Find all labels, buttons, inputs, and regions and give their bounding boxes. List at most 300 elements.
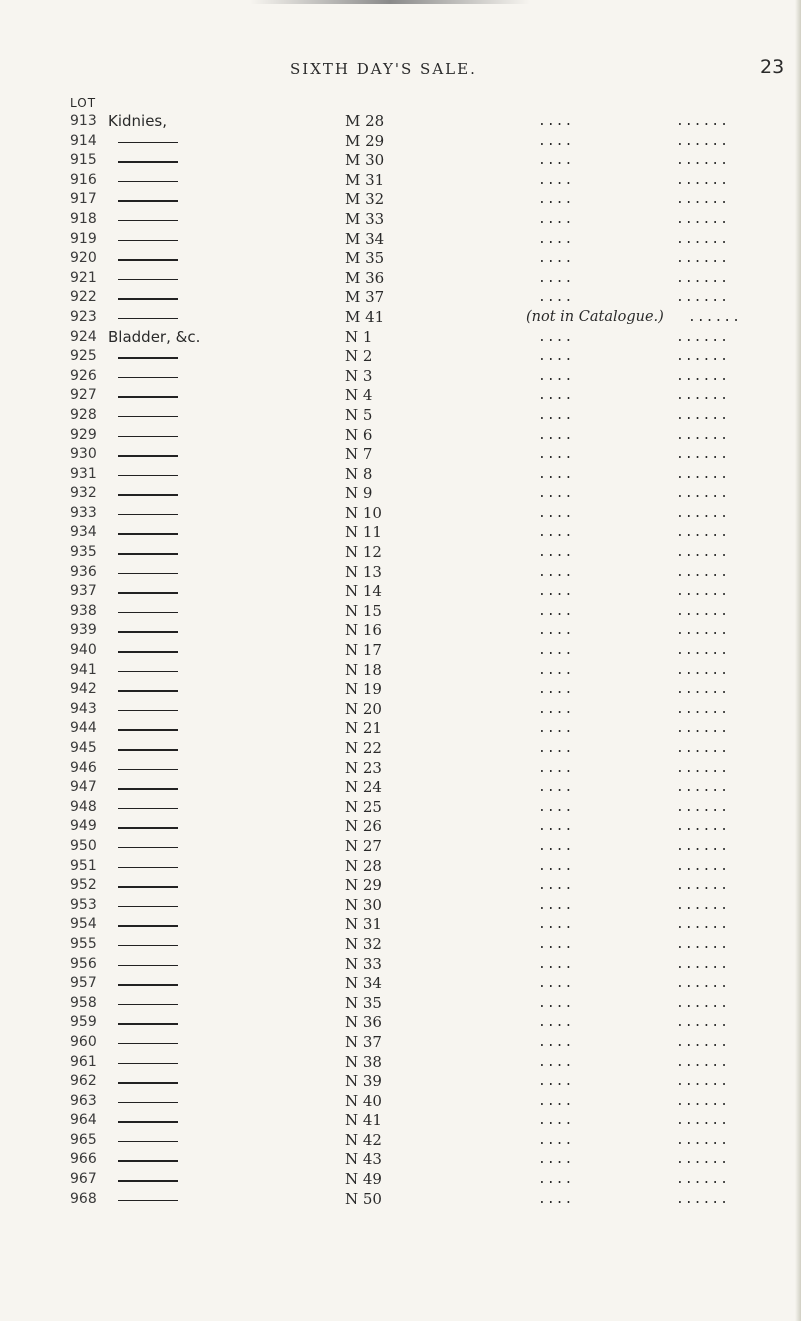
leader-dots-short: .... [538, 623, 574, 639]
leader-dots-long: ...... [676, 1034, 729, 1050]
lot-row [0, 700, 801, 720]
ditto-dash [118, 671, 178, 673]
specimen-code: N 25 [345, 797, 382, 816]
specimen-code: N 29 [345, 876, 382, 895]
specimen-code: N 37 [345, 1032, 382, 1051]
leader-dots-long: ...... [676, 447, 729, 463]
lot-number: 937 [70, 583, 97, 600]
leader-dots-short: .... [538, 741, 574, 756]
lot-number: 934 [70, 524, 97, 541]
ditto-dash [118, 592, 178, 594]
ditto-dash [118, 220, 178, 222]
leader-dots-short: .... [538, 231, 574, 247]
ditto-dash [118, 416, 178, 418]
page-edge [795, 0, 801, 1321]
ditto-dash [118, 1160, 178, 1162]
leader-dots-long: ...... [676, 917, 729, 933]
leader-dots-short: .... [538, 486, 574, 502]
lot-row [0, 641, 801, 661]
lot-number: 966 [70, 1151, 97, 1168]
leader-dots-long: ...... [676, 976, 729, 992]
lot-row [0, 719, 801, 739]
specimen-code: N 26 [345, 817, 382, 836]
lot-number: 951 [70, 857, 97, 874]
page-header-title: SIXTH DAY'S SALE. [290, 60, 477, 78]
lot-number: 955 [70, 935, 97, 952]
lot-number: 929 [70, 426, 97, 443]
lot-number: 963 [70, 1092, 97, 1109]
lot-number: 962 [70, 1073, 97, 1090]
leader-dots-long: ...... [676, 1113, 729, 1129]
ditto-dash [118, 867, 178, 869]
leader-dots-long: ...... [676, 368, 729, 384]
specimen-code: N 16 [345, 621, 382, 640]
ditto-dash [118, 1004, 178, 1006]
lot-number: 923 [70, 308, 97, 325]
leader-dots-short: .... [538, 133, 574, 149]
lot-number: 918 [70, 210, 97, 227]
lot-row [0, 249, 801, 269]
ditto-dash [118, 357, 178, 359]
specimen-code: N 18 [345, 660, 382, 679]
specimen-code: N 31 [345, 915, 382, 934]
ditto-dash [118, 494, 178, 496]
ditto-dash [118, 906, 178, 908]
lot-row [0, 1190, 801, 1210]
lot-row [0, 817, 801, 837]
specimen-code: N 5 [345, 405, 373, 424]
specimen-code: N 32 [345, 934, 382, 953]
leader-dots-long: ...... [676, 466, 729, 482]
leader-dots-long: ...... [676, 211, 729, 227]
specimen-code: M 32 [345, 190, 385, 209]
specimen-code: N 2 [345, 347, 373, 366]
lot-row [0, 230, 801, 250]
specimen-code: N 21 [345, 719, 382, 738]
specimen-code: N 34 [345, 974, 382, 993]
leader-dots-long: ...... [676, 799, 729, 815]
lot-row [0, 896, 801, 916]
lot-number: 946 [70, 759, 97, 776]
lot-number: 919 [70, 230, 97, 247]
lot-row [0, 132, 801, 152]
leader-dots-long: ...... [676, 270, 729, 286]
leader-dots-short: .... [538, 1054, 574, 1070]
specimen-code: N 42 [345, 1130, 382, 1149]
leader-dots-short: .... [538, 525, 574, 541]
ditto-dash [118, 965, 178, 967]
specimen-code: M 41 [345, 307, 385, 326]
leader-dots-long: ...... [676, 1093, 729, 1109]
leader-dots-short: .... [538, 349, 574, 365]
leader-dots-long: ...... [676, 1054, 729, 1070]
lot-row [0, 602, 801, 622]
leader-dots-short: .... [538, 270, 574, 286]
lot-number: 921 [70, 269, 97, 286]
lot-row [0, 798, 801, 818]
specimen-code: N 35 [345, 993, 382, 1012]
leader-dots-short: .... [538, 564, 574, 580]
leader-dots-short: .... [538, 1132, 574, 1148]
leader-dots-long: ...... [688, 309, 741, 325]
leader-dots-short: .... [538, 1113, 574, 1129]
specimen-code: M 29 [345, 131, 385, 150]
leader-dots-long: ...... [676, 133, 729, 149]
lot-number: 967 [70, 1171, 97, 1188]
specimen-code: M 37 [345, 288, 385, 307]
leader-dots-long: ...... [676, 1074, 729, 1090]
leader-dots-short: .... [538, 603, 574, 619]
ditto-dash [118, 749, 178, 751]
leader-dots-short: .... [538, 505, 574, 521]
specimen-code: M 28 [345, 112, 385, 130]
lot-row [0, 288, 801, 308]
leader-dots-short: .... [538, 682, 574, 698]
leader-dots-short: .... [538, 290, 574, 306]
lot-column-heading: LOT [70, 96, 97, 110]
leader-dots-short: .... [538, 153, 574, 169]
ditto-dash [118, 240, 178, 242]
ditto-dash [118, 553, 178, 555]
lot-number: 920 [70, 250, 97, 267]
leader-dots-short: .... [538, 466, 574, 482]
lot-number: 933 [70, 504, 97, 521]
ditto-dash [118, 298, 178, 300]
leader-dots-short: .... [538, 1191, 574, 1207]
leader-dots-long: ...... [676, 1152, 729, 1168]
specimen-code: N 23 [345, 758, 382, 777]
ditto-dash [118, 710, 178, 712]
leader-dots-long: ...... [676, 584, 729, 600]
specimen-code: M 33 [345, 209, 385, 228]
leader-dots-short: .... [538, 1093, 574, 1109]
lot-row [0, 955, 801, 975]
leader-dots-short: .... [538, 936, 574, 952]
lot-number: 926 [70, 367, 97, 384]
leader-dots-long: ...... [676, 956, 729, 972]
lot-row [0, 837, 801, 857]
lot-number: 954 [70, 916, 97, 933]
ditto-dash [118, 788, 178, 790]
leader-dots-long: ...... [676, 780, 729, 796]
lot-note: (not in Catalogue.) [526, 308, 664, 325]
lot-number: 930 [70, 446, 97, 463]
leader-dots-long: ...... [676, 525, 729, 541]
leader-dots-short: .... [538, 995, 574, 1011]
leader-dots-short: .... [538, 545, 574, 561]
specimen-code: N 20 [345, 699, 382, 718]
leader-dots-long: ...... [676, 936, 729, 952]
lot-row [0, 1170, 801, 1190]
specimen-code: N 15 [345, 601, 382, 620]
specimen-code: N 14 [345, 582, 382, 601]
leader-dots-long: ...... [676, 545, 729, 561]
specimen-code: N 24 [345, 778, 382, 797]
leader-dots-short: .... [538, 858, 574, 874]
leader-dots-long: ...... [676, 741, 729, 756]
lot-row [0, 1092, 801, 1112]
leader-dots-short: .... [538, 211, 574, 227]
leader-dots-short: .... [538, 192, 574, 208]
lot-row [0, 994, 801, 1014]
ditto-dash [118, 318, 178, 320]
leader-dots-long: ...... [676, 995, 729, 1011]
lot-number: 938 [70, 602, 97, 619]
ditto-dash [118, 279, 178, 281]
leader-dots-long: ...... [676, 1172, 729, 1188]
specimen-code: N 6 [345, 425, 373, 444]
leader-dots-long: ...... [676, 153, 729, 169]
leader-dots-long: ...... [676, 388, 729, 404]
lot-number: 964 [70, 1112, 97, 1129]
leader-dots-short: .... [538, 780, 574, 796]
specimen-code: N 3 [345, 366, 373, 385]
ditto-dash [118, 1023, 178, 1025]
lot-row [0, 1131, 801, 1151]
leader-dots-long: ...... [676, 1015, 729, 1031]
ditto-dash [118, 142, 178, 144]
ditto-dash [118, 847, 178, 849]
lot-row [0, 347, 801, 367]
ditto-dash [118, 1082, 178, 1084]
leader-dots-short: .... [538, 878, 574, 894]
ditto-dash [118, 1043, 178, 1045]
leader-dots-short: .... [538, 897, 574, 913]
ditto-dash [118, 455, 178, 457]
lot-number: 949 [70, 818, 97, 835]
lot-number: 916 [70, 171, 97, 188]
leader-dots-long: ...... [676, 564, 729, 580]
lot-number: 947 [70, 779, 97, 796]
lot-number: 958 [70, 994, 97, 1011]
lot-row [0, 151, 801, 171]
leader-dots-short: .... [538, 643, 574, 659]
specimen-code: N 41 [345, 1111, 382, 1130]
ditto-dash [118, 200, 178, 202]
lot-row [0, 1033, 801, 1053]
specimen-code: N 28 [345, 856, 382, 875]
leader-dots-short: .... [538, 819, 574, 835]
leader-dots-short: .... [538, 1034, 574, 1050]
specimen-code: N 38 [345, 1052, 382, 1071]
lot-number: 913 [70, 113, 97, 129]
lot-number: 968 [70, 1190, 97, 1207]
lot-row [0, 308, 801, 328]
leader-dots-short: .... [538, 584, 574, 600]
leader-dots-short: .... [538, 368, 574, 384]
lot-row [0, 523, 801, 543]
lot-row [0, 190, 801, 210]
lot-number: 943 [70, 700, 97, 717]
leader-dots-long: ...... [676, 192, 729, 208]
ditto-dash [118, 475, 178, 477]
lot-number: 960 [70, 1033, 97, 1050]
ditto-dash [118, 1121, 178, 1123]
lot-number: 914 [70, 132, 97, 149]
leader-dots-short: .... [538, 172, 574, 188]
ditto-dash [118, 436, 178, 438]
lot-description: Kidnies, [108, 112, 168, 130]
leader-dots-long: ...... [676, 251, 729, 267]
leader-dots-short: .... [538, 799, 574, 815]
lot-row [0, 1111, 801, 1131]
lot-row [0, 171, 801, 191]
lot-row [0, 778, 801, 798]
specimen-code: N 19 [345, 680, 382, 699]
lot-row [0, 935, 801, 955]
ditto-dash [118, 729, 178, 731]
lot-row [0, 504, 801, 524]
leader-dots-long: ...... [676, 662, 729, 678]
leader-dots-long: ...... [676, 349, 729, 365]
lot-number: 932 [70, 485, 97, 502]
leader-dots-long: ...... [676, 838, 729, 854]
leader-dots-short: .... [538, 447, 574, 463]
leader-dots-short: .... [538, 956, 574, 972]
leader-dots-short: .... [538, 114, 574, 129]
ditto-dash [118, 514, 178, 516]
specimen-code: N 8 [345, 464, 373, 483]
specimen-code: N 50 [345, 1189, 382, 1208]
ditto-dash [118, 533, 178, 535]
lot-row [0, 974, 801, 994]
specimen-code: N 39 [345, 1072, 382, 1091]
specimen-code: N 13 [345, 562, 382, 581]
lot-number: 924 [70, 328, 97, 345]
lot-number: 948 [70, 798, 97, 815]
lot-number: 957 [70, 975, 97, 992]
leader-dots-long: ...... [676, 231, 729, 247]
leader-dots-short: .... [538, 917, 574, 933]
lot-row [0, 661, 801, 681]
lot-description: Bladder, &c. [108, 327, 201, 346]
lot-number: 945 [70, 740, 97, 756]
specimen-code: M 31 [345, 170, 385, 189]
leader-dots-long: ...... [676, 897, 729, 913]
lot-row [0, 739, 801, 759]
leader-dots-short: .... [538, 662, 574, 678]
specimen-code: N 22 [345, 739, 382, 757]
leader-dots-short: .... [538, 1172, 574, 1188]
leader-dots-long: ...... [676, 603, 729, 619]
ditto-dash [118, 181, 178, 183]
lot-row [0, 543, 801, 563]
lot-row [0, 112, 801, 132]
lot-row [0, 563, 801, 583]
lot-number: 940 [70, 642, 97, 659]
page-number: 23 [760, 56, 785, 78]
ditto-dash [118, 1063, 178, 1065]
leader-dots-long: ...... [676, 819, 729, 835]
lot-row [0, 367, 801, 387]
lot-row [0, 857, 801, 877]
leader-dots-short: .... [538, 427, 574, 443]
leader-dots-long: ...... [676, 682, 729, 698]
lot-row [0, 406, 801, 426]
lot-number: 928 [70, 406, 97, 423]
lot-number: 941 [70, 661, 97, 678]
lot-number: 956 [70, 955, 97, 972]
leader-dots-long: ...... [676, 701, 729, 717]
lot-row [0, 1072, 801, 1092]
top-rule [250, 0, 530, 4]
leader-dots-short: .... [538, 838, 574, 854]
ditto-dash [118, 377, 178, 379]
ditto-dash [118, 651, 178, 653]
lot-list [0, 112, 801, 1209]
ditto-dash [118, 886, 178, 888]
leader-dots-long: ...... [676, 1132, 729, 1148]
leader-dots-long: ...... [676, 486, 729, 502]
leader-dots-short: .... [538, 760, 574, 776]
leader-dots-short: .... [538, 388, 574, 404]
lot-row [0, 386, 801, 406]
specimen-code: N 17 [345, 641, 382, 660]
ditto-dash [118, 945, 178, 947]
leader-dots-short: .... [538, 329, 574, 345]
lot-row [0, 210, 801, 230]
leader-dots-long: ...... [676, 114, 729, 129]
leader-dots-short: .... [538, 976, 574, 992]
lot-number: 925 [70, 348, 97, 365]
ditto-dash [118, 925, 178, 927]
lot-number: 953 [70, 896, 97, 913]
specimen-code: N 27 [345, 836, 382, 855]
lot-number: 950 [70, 837, 97, 854]
ditto-dash [118, 631, 178, 633]
leader-dots-long: ...... [676, 623, 729, 639]
lot-number: 959 [70, 1014, 97, 1031]
lot-number: 965 [70, 1131, 97, 1148]
lot-row [0, 328, 801, 348]
lot-number: 935 [70, 544, 97, 561]
lot-row [0, 445, 801, 465]
leader-dots-long: ...... [676, 505, 729, 521]
lot-number: 961 [70, 1053, 97, 1070]
lot-row [0, 465, 801, 485]
leader-dots-short: .... [538, 251, 574, 267]
specimen-code: N 10 [345, 503, 382, 522]
lot-row [0, 915, 801, 935]
ditto-dash [118, 984, 178, 986]
specimen-code: M 30 [345, 151, 385, 170]
leader-dots-long: ...... [676, 760, 729, 776]
specimen-code: N 11 [345, 523, 382, 542]
lot-row [0, 484, 801, 504]
lot-row [0, 680, 801, 700]
leader-dots-long: ...... [676, 427, 729, 443]
lot-row [0, 269, 801, 289]
ditto-dash [118, 573, 178, 575]
leader-dots-long: ...... [676, 858, 729, 874]
lot-number: 917 [70, 191, 97, 208]
leader-dots-long: ...... [676, 1191, 729, 1207]
specimen-code: N 30 [345, 895, 382, 914]
ditto-dash [118, 396, 178, 398]
lot-row [0, 759, 801, 779]
leader-dots-short: .... [538, 701, 574, 717]
leader-dots-short: .... [538, 1074, 574, 1090]
specimen-code: N 4 [345, 386, 373, 405]
ditto-dash [118, 690, 178, 692]
leader-dots-short: .... [538, 1152, 574, 1168]
lot-number: 927 [70, 387, 97, 404]
lot-row [0, 1150, 801, 1170]
ditto-dash [118, 1200, 178, 1202]
lot-row [0, 582, 801, 602]
leader-dots-long: ...... [676, 721, 729, 737]
specimen-code: N 1 [345, 327, 373, 346]
